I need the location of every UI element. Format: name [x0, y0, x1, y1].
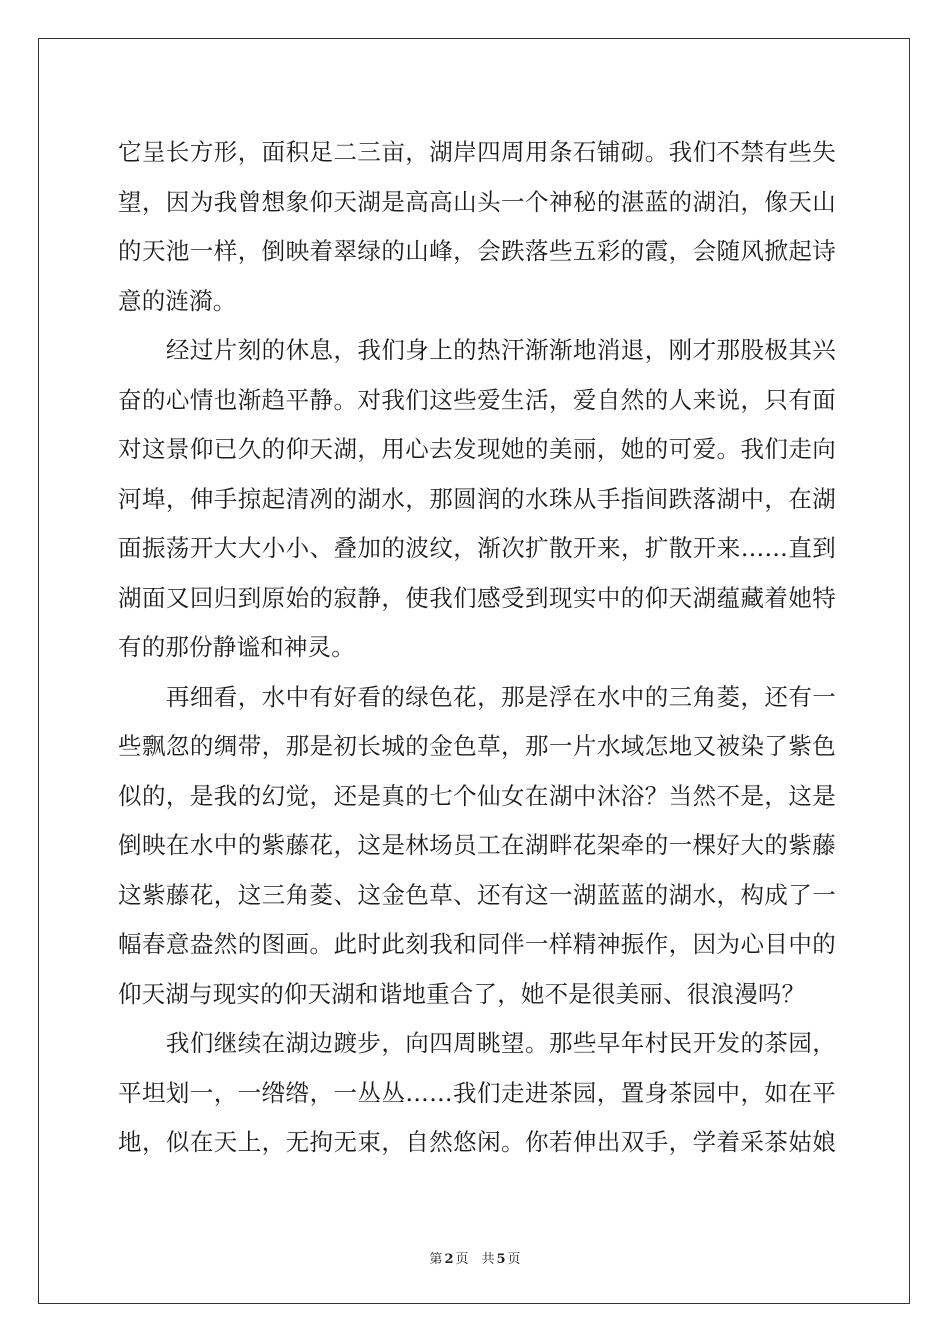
- text-line: 湖面又回归到原始的寂静，使我们感受到现实中的仰天湖蕴藏着她特: [118, 583, 836, 612]
- text-line: 的天池一样，倒映着翠绿的山峰，会跌落些五彩的霞，会随风掀起诗: [118, 237, 836, 265]
- document-body: [118, 128, 836, 1168]
- text-line: 经过片刻的休息，我们身上的热汗渐渐地消退，刚才那股极其兴: [118, 336, 836, 364]
- text-line: 望，因为我曾想象仰天湖是高高山头一个神秘的湛蓝的湖泊，像天山: [118, 187, 836, 216]
- text-line: 似的，是我的幻觉，还是真的七个仙女在湖中沐浴？当然不是，这是: [118, 781, 836, 810]
- text-line: 奋的心情也渐趋平静。对我们这些爱生活，爱自然的人来说，只有面: [118, 385, 836, 414]
- text-line: 平坦划一，一绺绺，一丛丛……我们走进茶园，置身茶园中，如在平: [118, 1078, 836, 1107]
- total-page-count: 5: [496, 1252, 506, 1267]
- page-suffix: 页: [507, 1252, 521, 1267]
- text-line: 面振荡开大大小小、叠加的波纹，渐次扩散开来，扩散开来……直到: [118, 534, 836, 562]
- page-prefix: 第: [429, 1252, 443, 1267]
- text-line: 意的涟漪。: [118, 286, 237, 315]
- text-line: 倒映在水中的紫藤花，这是林场员工在湖畔花架牵的一棵好大的紫藤: [118, 831, 836, 859]
- text-line: 河埠，伸手掠起清冽的湖水，那圆润的水珠从手指间跌落湖中，在湖: [118, 484, 836, 513]
- text-line: 些飘忽的绸带，那是初长城的金色草，那一片水域怎地又被染了紫色: [118, 732, 836, 760]
- page-mid: 页 共: [455, 1252, 495, 1267]
- text-line: 有的那份静谧和神灵。: [118, 633, 355, 661]
- text-line: 地，似在天上，无拘无束，自然悠闲。你若伸出双手，学着采茶姑娘: [118, 1128, 836, 1156]
- text-line: 这紫藤花，这三角菱、这金色草、还有这一湖蓝蓝的湖水，构成了一: [118, 880, 836, 909]
- text-line: 再细看，水中有好看的绿色花，那是浮在水中的三角菱，还有一: [118, 682, 836, 711]
- text-line: 它呈长方形，面积足二三亩，湖岸四周用条石铺砌。我们不禁有些失: [118, 138, 836, 166]
- text-line: 仰天湖与现实的仰天湖和谐地重合了，她不是很美丽、很浪漫吗？: [118, 979, 806, 1008]
- current-page-number: 2: [444, 1252, 454, 1267]
- text-line: 我们继续在湖边踱步，向四周眺望。那些早年村民开发的茶园，: [118, 1029, 836, 1057]
- page-number-footer: [0, 1248, 950, 1267]
- text-line: 对这景仰已久的仰天湖，用心去发现她的美丽，她的可爱。我们走向: [118, 435, 836, 463]
- text-line: 幅春意盎然的图画。此时此刻我和同伴一样精神振作，因为心目中的: [118, 930, 836, 958]
